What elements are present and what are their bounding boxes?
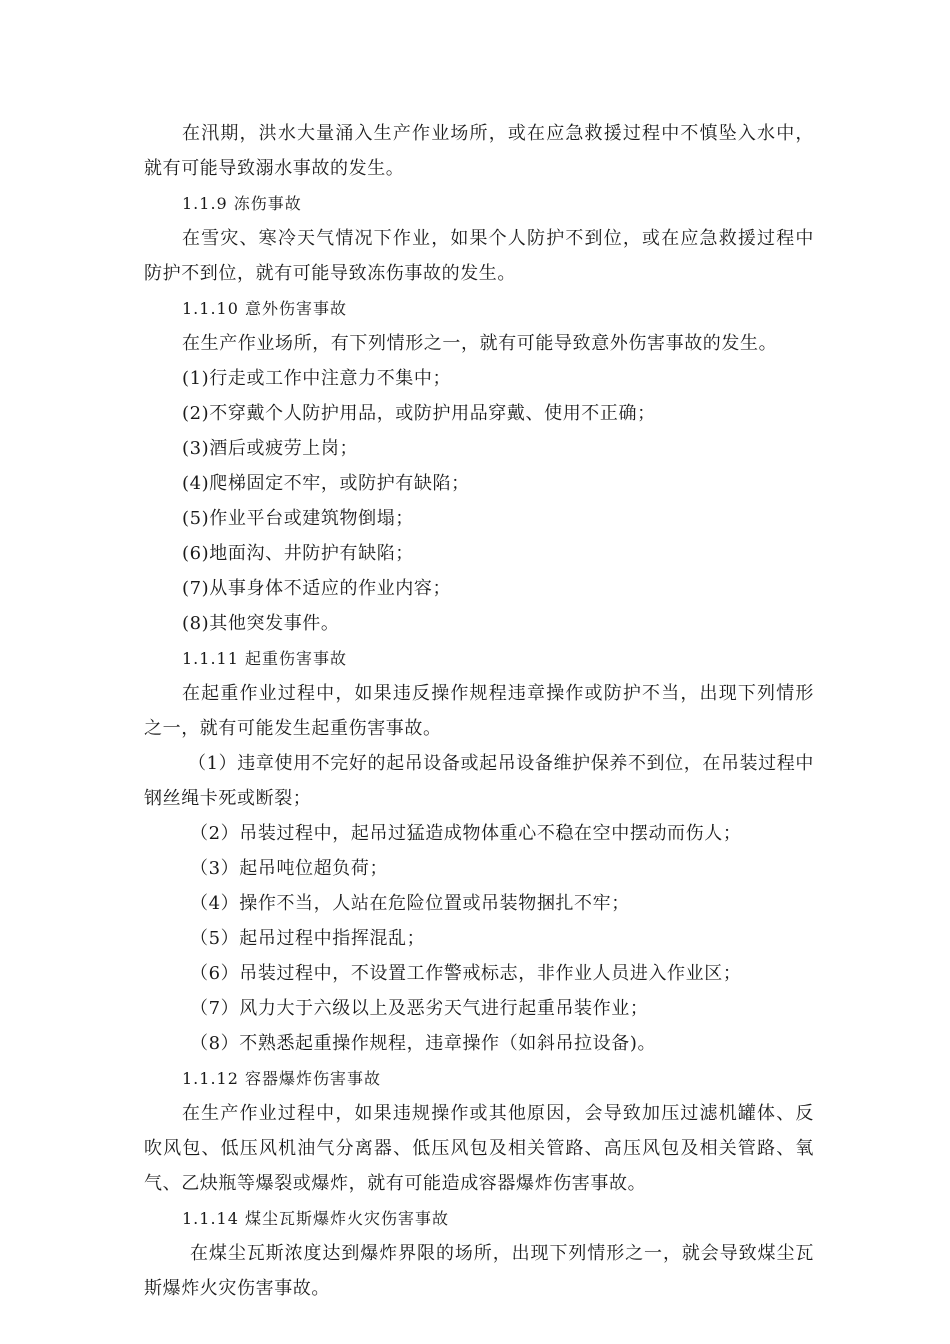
list-item: (8)其他突发事件。 — [182, 613, 340, 634]
paragraph-lifting-injury: 在起重作业过程中，如果违反操作规程违章操作或防护不当，出现下列情形之一，就有可能发生起重伤害事故。 — [144, 683, 814, 739]
list-item: （6）吊装过程中，不设置工作警戒标志，非作业人员进入作业区； — [190, 963, 742, 984]
list-item: (6)地面沟、井防护有缺陷； — [182, 543, 414, 564]
list-item: （4）操作不当，人站在危险位置或吊装物捆扎不牢； — [190, 893, 630, 914]
list-item: （8）不熟悉起重操作规程，违章操作（如斜吊拉设备)。 — [190, 1033, 657, 1054]
list-item: (3)酒后或疲劳上岗； — [182, 438, 359, 459]
section-heading-1-1-11: 1.1.11 起重伤害事故 — [182, 649, 347, 668]
list-item: （2）吊装过程中，起吊过猛造成物体重心不稳在空中摆动而伤人； — [190, 823, 742, 844]
section-heading-1-1-12: 1.1.12 容器爆炸伤害事故 — [182, 1069, 381, 1088]
paragraph-gas-explosion: 在煤尘瓦斯浓度达到爆炸界限的场所，出现下列情形之一，就会导致煤尘瓦斯爆炸火灾伤害事故。 — [144, 1243, 814, 1299]
list-item: (5)作业平台或建筑物倒塌； — [182, 508, 414, 529]
section-heading-1-1-9: 1.1.9 冻伤事故 — [182, 194, 302, 213]
list-item: (1)行走或工作中注意力不集中； — [182, 368, 452, 389]
paragraph-vessel-explosion: 在生产作业过程中，如果违规操作或其他原因，会导致加压过滤机罐体、反吹风包、低压风机油气分离器、低压风包及相关管路、高压风包及相关管路、氧气、乙炔瓶等爆裂或爆炸，就有可能造成容器爆炸伤害事故。 — [144, 1103, 814, 1194]
paragraph-frostbite: 在雪灾、寒冷天气情况下作业，如果个人防护不到位，或在应急救援过程中防护不到位，就有可能导致冻伤事故的发生。 — [144, 228, 814, 284]
list-item: （5）起吊过程中指挥混乱； — [190, 928, 426, 949]
paragraph-drowning: 在汛期，洪水大量涌入生产作业场所，或在应急救援过程中不慎坠入水中，就有可能导致溺水事故的发生。 — [144, 123, 814, 179]
list-item: （7）风力大于六级以上及恶劣天气进行起重吊装作业； — [190, 998, 649, 1019]
list-item: （1）违章使用不完好的起吊设备或起吊设备维护保养不到位，在吊装过程中钢丝绳卡死或断裂； — [144, 753, 814, 809]
section-heading-1-1-14: 1.1.14 煤尘瓦斯爆炸火灾伤害事故 — [182, 1209, 449, 1228]
document-body — [144, 116, 814, 1306]
list-item: （3）起吊吨位超负荷； — [190, 858, 389, 879]
list-item: (4)爬梯固定不牢，或防护有缺陷； — [182, 473, 470, 494]
list-item: (2)不穿戴个人防护用品，或防护用品穿戴、使用不正确； — [182, 403, 656, 424]
paragraph-accidental-injury: 在生产作业场所，有下列情形之一，就有可能导致意外伤害事故的发生。 — [182, 333, 778, 354]
section-heading-1-1-10: 1.1.10 意外伤害事故 — [182, 299, 347, 318]
list-item: (7)从事身体不适应的作业内容； — [182, 578, 452, 599]
